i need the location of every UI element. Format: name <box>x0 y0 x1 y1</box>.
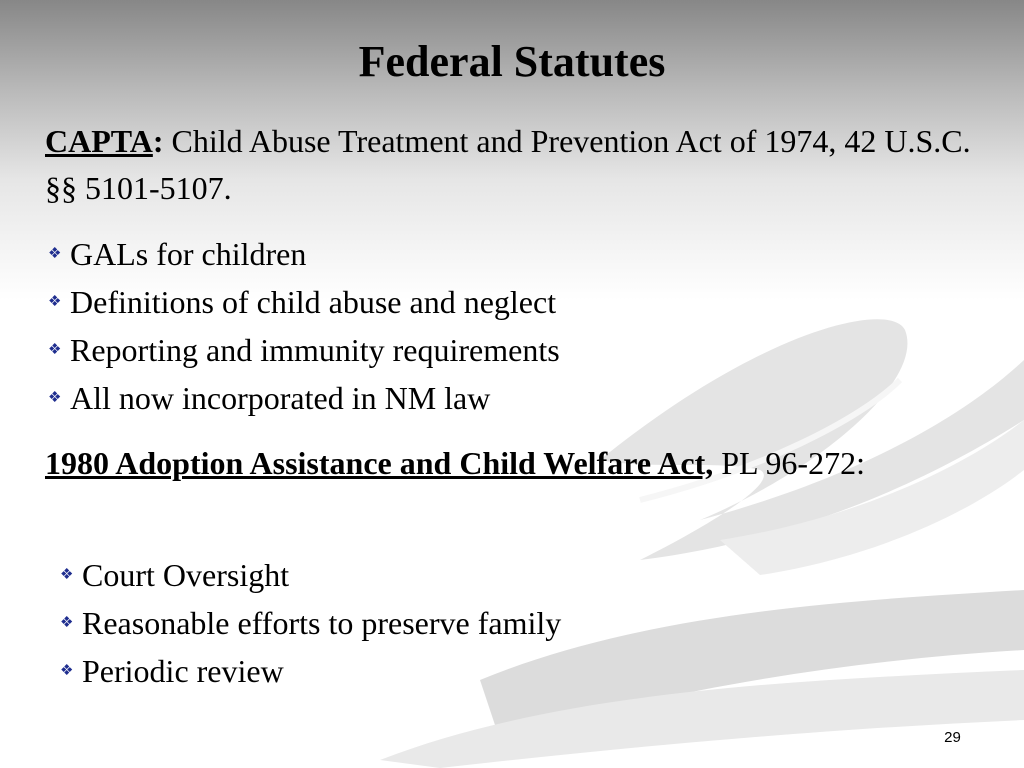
diamond-bullet-icon: ❖ <box>60 567 74 583</box>
capta-bullet-list <box>48 230 560 422</box>
capta-name: CAPTA <box>45 123 153 159</box>
list-item <box>48 230 560 278</box>
list-item <box>60 647 561 695</box>
list-item-text: All now incorporated in NM law <box>70 380 491 416</box>
slide-title: Federal Statutes <box>358 37 666 86</box>
diamond-bullet-icon: ❖ <box>60 615 74 631</box>
aacwa-heading <box>45 440 985 487</box>
diamond-bullet-icon: ❖ <box>48 390 62 406</box>
list-item-text: Reporting and immunity requirements <box>70 332 560 368</box>
aacwa-description: PL 96-272: <box>713 445 865 481</box>
list-item <box>60 599 561 647</box>
list-item-text: Periodic review <box>82 653 284 689</box>
list-item <box>48 278 560 326</box>
list-item <box>48 374 560 422</box>
diamond-bullet-icon: ❖ <box>60 663 74 679</box>
capta-heading <box>45 118 985 212</box>
list-item-text: Court Oversight <box>82 557 290 593</box>
list-item-text: GALs for children <box>70 236 307 272</box>
diamond-bullet-icon: ❖ <box>48 294 62 310</box>
aacwa-bullet-list <box>60 551 561 695</box>
page-number: 29 <box>944 729 961 746</box>
list-item <box>60 551 561 599</box>
diamond-bullet-icon: ❖ <box>48 342 62 358</box>
aacwa-name: 1980 Adoption Assistance and Child Welfare Act, <box>45 445 714 481</box>
capta-colon: : <box>152 123 164 159</box>
diamond-bullet-icon: ❖ <box>48 246 62 262</box>
list-item <box>48 326 560 374</box>
capta-description: Child Abuse Treatment and Prevention Act of 1974, 42 U.S.C. §§ 5101-5107. <box>45 123 971 206</box>
list-item-text: Reasonable efforts to preserve family <box>82 605 562 641</box>
list-item-text: Definitions of child abuse and neglect <box>70 284 557 320</box>
